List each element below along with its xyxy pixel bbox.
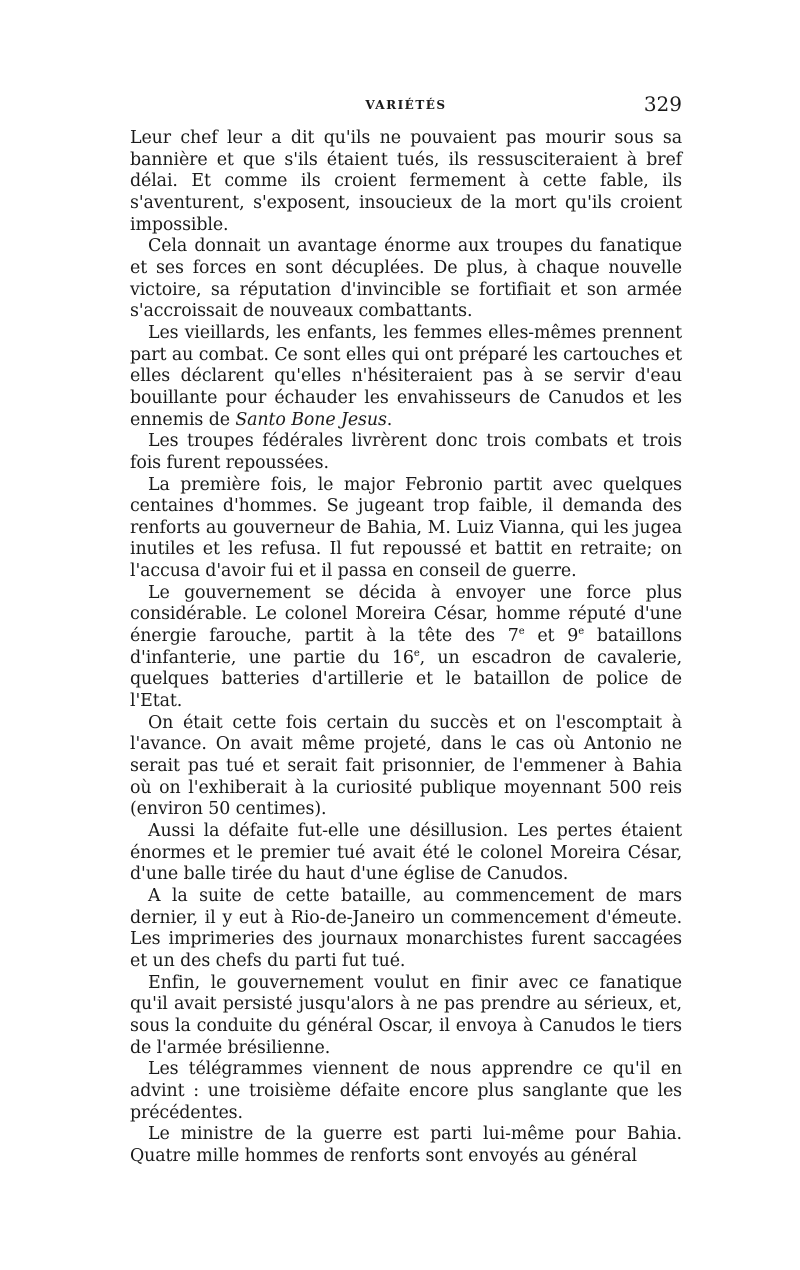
paragraph-6-part-4: , un escadron de cavalerie, quelques batteries d'artillerie et le bataillon de police de l'Etat. bbox=[130, 647, 682, 712]
paragraph-8: Aussi la défaite fut-elle une désillusion. Les pertes étaient énormes et le premier tué avait été le colonel Moreira César, d'une balle tirée du haut d'une église de Canudos. bbox=[130, 821, 682, 885]
paragraph-3-end: . bbox=[386, 409, 393, 430]
paragraph-12: Le ministre de la guerre est parti lui-même pour Bahia. Quatre mille hommes de renforts sont envoyés au général bbox=[130, 1124, 682, 1166]
running-header bbox=[130, 92, 682, 122]
running-title: VARIÉTÉS bbox=[365, 98, 447, 112]
emphasis-santo-bone-jesus: Santo Bone Jesus bbox=[235, 409, 387, 430]
paragraph-9: A la suite de cette bataille, au commencement de mars dernier, il y eut à Rio-de-Janeiro un commencement d'émeute. Les imprimeries des journaux monarchistes furent saccagées et un des chefs du parti fut tué. bbox=[130, 885, 682, 971]
paragraph-2: Cela donnait un avantage énorme aux troupes du fanatique et ses forces en sont décuplées. De plus, à chaque nouvelle victoire, sa réputation d'invincible se fortifiait et son armée s'accroissait de nouveaux combattants. bbox=[130, 236, 682, 322]
paragraph-3 bbox=[130, 323, 682, 431]
paragraph-3-text: Les vieillards, les enfants, les femmes elles-mêmes prennent part au combat. Ce sont elles qui ont préparé les cartouches et elles déclarent qu'elles n'hésiteraient pas à se servir d'eau bouillante pour échauder les envahisseurs de Canudos et les ennemis de bbox=[130, 322, 682, 430]
ordinal-superscript: e bbox=[413, 647, 420, 659]
paragraph-4: Les troupes fédérales livrèrent donc trois combats et trois fois furent repoussées. bbox=[130, 431, 682, 473]
paragraph-6-part-2: et 9 bbox=[524, 626, 579, 647]
ordinal-superscript: e bbox=[578, 626, 585, 638]
paragraph-1: Leur chef leur a dit qu'ils ne pouvaient pas mourir sous sa bannière et que s'ils étaient tués, ils ressusciteraient à bref délai. Et comme ils croient fermement à cette fable, ils s'aventurent, s'exposent, insoucieux de la mort qu'ils croient impossible. bbox=[130, 128, 682, 235]
paragraph-6-part-3: bataillons d'infanterie, une partie du 16 bbox=[130, 626, 682, 668]
paragraph-6 bbox=[130, 583, 682, 713]
paragraph-5: La première fois, le major Febronio partit avec quelques centaines d'hommes. Se jugeant trop faible, il demanda des renforts au gouverneur de Bahia, M. Luiz Vianna, qui les jugea inutiles et les refusa. Il fut repoussé et battit en retraite; on l'accusa d'avoir fui et il passa en conseil de guerre. bbox=[130, 474, 682, 582]
body-text bbox=[130, 128, 682, 1168]
paragraph-11: Les télégrammes viennent de nous apprendre ce qu'il en advint : une troisième défaite encore plus sanglante que les précédentes. bbox=[130, 1059, 682, 1123]
ordinal-superscript: e bbox=[518, 626, 525, 638]
paragraph-10: Enfin, le gouvernement voulut en finir avec ce fanatique qu'il avait persisté jusqu'alors à ne pas prendre au sérieux, et, sous la conduite du général Oscar, il envoya à Canudos le tiers de l'armée brésilienne. bbox=[130, 972, 682, 1058]
page-number: 329 bbox=[643, 92, 682, 116]
paragraph-7: On était cette fois certain du succès et on l'escomptait à l'avance. On avait même projeté, dans le cas où Antonio ne serait pas tué et serait fait prisonnier, de l'emmener à Bahia où on l'exhiberait à la curiosité publique moyennant 500 reis (environ 50 centimes). bbox=[130, 712, 682, 820]
paragraph-6-part-1: Le gouvernement se décida à envoyer une force plus considérable. Le colonel Moreira César, homme réputé d'une énergie farouche, partit à la tête des 7 bbox=[130, 582, 682, 647]
